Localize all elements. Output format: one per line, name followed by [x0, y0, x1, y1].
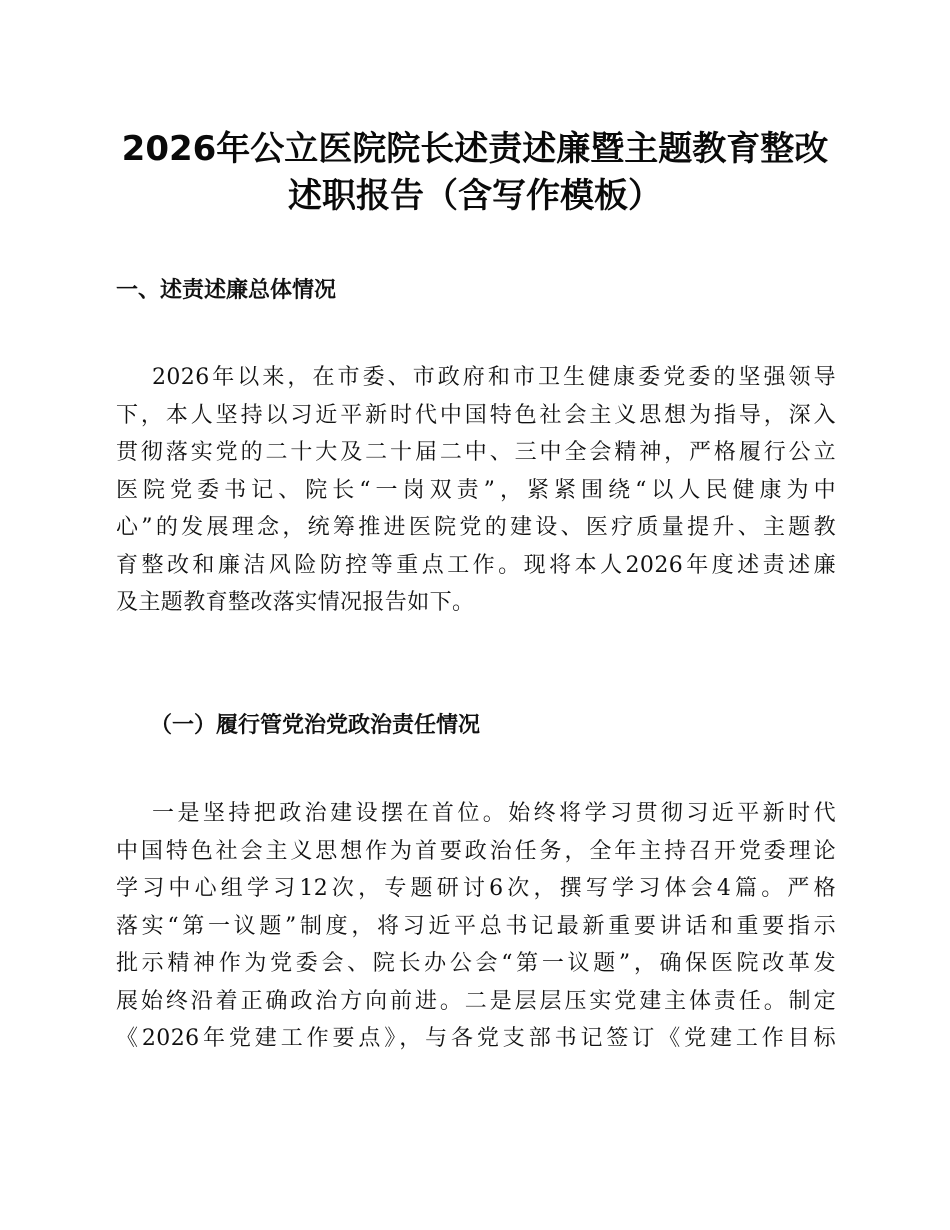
- document-title: [60, 126, 890, 220]
- subsection-heading: （一）履行管党治党政治责任情况: [150, 712, 481, 738]
- paragraph-line: 下，本人坚持以习近平新时代中国特色社会主义思想为指导，深入: [116, 402, 836, 428]
- paragraph-overview: [116, 359, 836, 622]
- paragraph-line: 《2026年党建工作要点》，与各党支部书记签订《党建工作目标: [116, 1026, 836, 1051]
- paragraph-line: 学习中心组学习12次，专题研讨6次，撰写学习体会4篇。严格: [116, 876, 836, 901]
- paragraph-line: 医院党委书记、院长“一岗双责”，紧紧围绕“以人民健康为中: [116, 477, 836, 503]
- paragraph-party-responsibility: [116, 795, 836, 1058]
- paragraph-line: 展始终沿着正确政治方向前进。二是层层压实党建主体责任。制定: [116, 988, 836, 1014]
- section-heading: 一、述责述廉总体情况: [116, 278, 337, 303]
- paragraph-line: 落实“第一议题”制度，将习近平总书记最新重要讲话和重要指示: [116, 913, 836, 939]
- paragraph-line: 一是坚持把政治建设摆在首位。始终将学习贯彻习近平新时代: [152, 801, 836, 826]
- paragraph-line: 及主题教育整改落实情况报告如下。: [116, 590, 475, 615]
- paragraph-line: 中国特色社会主义思想作为首要政治任务，全年主持召开党委理论: [116, 838, 836, 864]
- title-line-2: 述职报告（含写作模板）: [288, 176, 662, 216]
- paragraph-line: 贯彻落实党的二十大及二十届二中、三中全会精神，严格履行公立: [116, 440, 836, 465]
- title-line-1: 2026年公立医院院长述责述廉暨主题教育整改: [121, 129, 829, 169]
- paragraph-line: 2026年以来，在市委、市政府和市卫生健康委党委的坚强领导: [152, 365, 836, 390]
- paragraph-line: 批示精神作为党委会、院长办公会“第一议题”，确保医院改革发: [116, 951, 836, 976]
- paragraph-line: 育整改和廉洁风险防控等重点工作。现将本人2026年度述责述廉: [116, 552, 836, 578]
- paragraph-line: 心”的发展理念，统筹推进医院党的建设、医疗质量提升、主题教: [116, 515, 836, 540]
